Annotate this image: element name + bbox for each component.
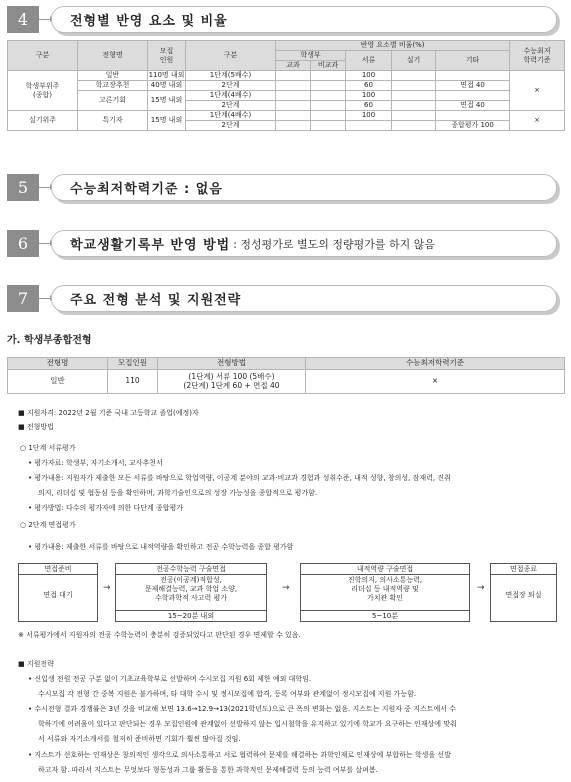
section-4-header <box>7 6 557 33</box>
table-row <box>8 370 565 394</box>
stage2-item: • 평가내용: 제출한 서류를 바탕으로 내적역량을 확인하고 전공 수학능력을 종합 평가함 <box>28 543 294 551</box>
flow-line: 문제해결능력, 교과 학업 소양, <box>144 584 238 593</box>
group-cell: 실기위주 <box>8 111 78 131</box>
section-subtitle: : 정성평가로 별도의 정량평가를 하지 않음 <box>233 237 436 251</box>
table-row <box>8 71 565 81</box>
quota-cell: 40명 내외 <box>148 81 186 91</box>
eligibility: ■ 지원자격: 2022년 2월 기준 국내 고등학교 졸업(예정)자 <box>18 409 199 417</box>
flow-line: 수학과학적 사고력 평가 <box>154 593 228 602</box>
etc-cell <box>436 111 510 121</box>
type-cell: 고른기회 <box>78 91 148 111</box>
stage1-item: • 평가방법: 다수의 평가자에 의한 다단계 종합평가 <box>28 504 184 512</box>
flow-box-end <box>490 563 557 622</box>
section-title-text: 학교생활기록부 반영 방법 <box>70 238 231 253</box>
header-etc: 기타 <box>436 51 510 71</box>
section-number: 7 <box>7 285 39 312</box>
flow-line: 리더십 등 내적역량 및 <box>351 584 419 593</box>
quota-cell: 15명 내외 <box>148 91 186 111</box>
arrow-icon <box>39 187 51 188</box>
table-row <box>8 81 565 91</box>
header-group: 구분 <box>8 41 78 71</box>
summary-table <box>7 357 565 394</box>
header-type: 전형명 <box>78 41 148 71</box>
etc-cell: 면접 40 <box>436 101 510 111</box>
arrow-icon <box>39 19 51 20</box>
min-cell: × <box>306 370 565 394</box>
type-cell: 특기자 <box>78 111 148 131</box>
section-6-header <box>7 230 557 257</box>
table-row <box>8 111 565 121</box>
min-cell: × <box>510 71 565 111</box>
section-title-text: 전형별 반영 요소 및 비율 <box>70 14 228 29</box>
type-cell: 일반 <box>8 370 108 394</box>
flow-box-prepare <box>18 563 98 622</box>
header-min: 수능최저학력기준 <box>306 358 565 370</box>
flow-head: 면접종료 <box>491 564 556 575</box>
section-number: 4 <box>7 6 39 33</box>
header-quota: 모집 인원 <box>148 41 186 71</box>
section-number: 5 <box>7 174 39 201</box>
method-line: (2단계) 1단계 60 + 면접 40 <box>183 380 280 390</box>
flow-head: 내적역량 구술면접 <box>301 564 469 575</box>
header-stage: 구분 <box>186 41 276 71</box>
stage-cell: 1단계(4배수) <box>186 91 276 101</box>
section-title <box>51 174 557 201</box>
section-title <box>51 230 557 257</box>
doc-cell: 60 <box>346 81 392 91</box>
header-nonsubject: 비교과 <box>311 61 346 71</box>
stage1-item: 의지, 리더십 및 협동심 등을 확인하며, 과학기술인으로의 성장 가능성을 종합적으로 평가함. <box>38 489 318 497</box>
flow-head: 전공수학능력 구술면접 <box>116 564 266 575</box>
doc-cell: 60 <box>346 101 392 111</box>
header-student: 학생부 <box>276 51 346 61</box>
flow-box-major <box>115 563 267 622</box>
method-cell <box>158 370 306 394</box>
section-title-text: 수능최저학력기준 : 없음 <box>70 182 223 197</box>
header-subject: 교과 <box>276 61 311 71</box>
doc-cell: 100 <box>346 111 392 121</box>
arrow-right-icon: → <box>477 583 485 593</box>
flow-foot: 15~20분 내외 <box>116 610 266 621</box>
stage1-title: ○ 1단계 서류평가 <box>20 444 76 452</box>
strategy-line: • 수시전형 결과 경쟁률은 3년 것을 비교해 보면 13.6→12.9→13(2021학년도)으로 큰 폭의 변화는 없음. 지스트는 지원자 중 지스트에서 수 <box>28 705 457 713</box>
stage-cell: 2단계 <box>186 81 276 91</box>
doc-cell: 100 <box>346 71 392 81</box>
header-doc: 서류 <box>346 51 392 71</box>
strategy-line: 하고자 함. 따라서 지스트는 무엇보다 형동성과 그룹 활동을 통한 과학적인 문제해결력 등의 능력 여부를 살펴봄. <box>38 766 378 774</box>
header-type: 전형명 <box>8 358 108 370</box>
doc-cell <box>346 121 392 131</box>
section-title-text: 주요 전형 분석 및 지원전략 <box>70 293 242 308</box>
header-method: 전형방법 <box>158 358 306 370</box>
table-row <box>8 91 565 101</box>
arrow-right-icon: → <box>282 583 290 593</box>
strategy-line: • 신입생 전원 전공 구분 없이 기초교육학부로 선발하며 수시모집 지원 6회 제한 예외 대학임. <box>28 675 312 683</box>
etc-cell <box>436 71 510 81</box>
min-cell: × <box>510 111 565 131</box>
header-min: 수능최저 학력기준 <box>510 41 565 71</box>
type-cell: 학교장추천 <box>78 81 148 91</box>
strategy-line: 서 서류와 자기소개서를 철저히 준비하면 기회가 훨씬 많아질 것임. <box>38 735 241 743</box>
section-5-header <box>7 174 557 201</box>
quota-cell: 110명 내외 <box>148 71 185 80</box>
arrow-icon <box>39 298 51 299</box>
note: ※ 서류평가에서 지원자의 전공 수학능력이 충분히 검증되었다고 판단된 경우 면제할 수 있음. <box>18 631 301 639</box>
type-cell: 일반 <box>78 71 148 81</box>
stage-cell: 2단계 <box>186 121 276 131</box>
header-quota: 모집인원 <box>108 358 158 370</box>
arrow-right-icon: → <box>103 583 111 593</box>
strategy-line: 수시모집 각 전형 간 중복 지원은 불가하며, 타 대학 수시 및 정시모집에 합격, 등록 여부와 관계없이 정시모집에 지원 가능함. <box>38 690 417 698</box>
subsection-title: 가. 학생부종합전형 <box>7 335 92 346</box>
stage-cell: 1단계(4배수) <box>186 111 276 121</box>
flow-body: 면접장 퇴실 <box>505 591 542 599</box>
group-cell: 학생부위주 (종합) <box>8 71 78 111</box>
stage1-item: • 평가내용: 지원자가 제출한 모든 서류를 바탕으로 학업역량, 이공계 분야의 교과·비교과 경험과 성취수준, 내적 성향, 창의성, 잠재력, 진취 <box>28 474 451 482</box>
flow-foot: 5~10분 <box>301 610 469 621</box>
stage2-title: ○ 2단계 면접평가 <box>20 521 76 529</box>
quota-cell: 15명 내외 <box>148 111 186 131</box>
stage-cell: 2단계 <box>186 101 276 111</box>
section-title <box>51 285 557 312</box>
method-line: (1단계) 서류 100 (5배수) <box>188 371 275 381</box>
flow-line: 가치관 확인 <box>366 593 404 602</box>
flow-body <box>116 575 266 602</box>
ratio-table <box>7 40 565 131</box>
etc-cell <box>436 91 510 101</box>
arrow-icon <box>39 243 51 244</box>
method-label: ■ 전형방법 <box>18 423 54 431</box>
etc-cell: 종합평가 100 <box>436 121 510 131</box>
flow-line: 진학의지, 의사소통능력, <box>347 576 423 584</box>
stage-cell: 1단계(5배수) <box>186 71 276 81</box>
stage1-item: • 평가자료: 학생부, 자기소개서, 교사추천서 <box>28 459 163 467</box>
flow-body: 면접 대기 <box>43 591 73 599</box>
etc-cell: 면접 40 <box>436 81 510 91</box>
strategy-line: • 지스트가 선호하는 인재상은 창의적인 생각으로 의사소통하고 서로 협력하여 문제를 해결하는 과학인재로 인재상에 부합하는 학생을 선발 <box>28 751 451 759</box>
header-practical: 실기 <box>392 51 436 71</box>
flow-body <box>301 575 469 602</box>
doc-cell: 100 <box>346 91 392 101</box>
strategy-label: ■ 지원전략 <box>18 660 54 668</box>
section-title <box>51 6 557 33</box>
strategy-line: 학하기에 어려움이 있다고 판단되는 경우 모집인원에 관계없이 선발하지 않는 입시철학을 유지하고 있기에 학교가 요구하는 인재상에 맞춰 <box>38 720 457 728</box>
flow-line: 전공(이공계)적합성, <box>160 576 222 584</box>
flow-box-inner <box>300 563 470 622</box>
header-ratio: 반영 요소별 비율(%) <box>276 41 510 51</box>
section-number: 6 <box>7 230 39 257</box>
section-7-header <box>7 285 557 312</box>
quota-cell: 110 <box>108 370 158 394</box>
flow-head: 면접준비 <box>19 564 97 575</box>
